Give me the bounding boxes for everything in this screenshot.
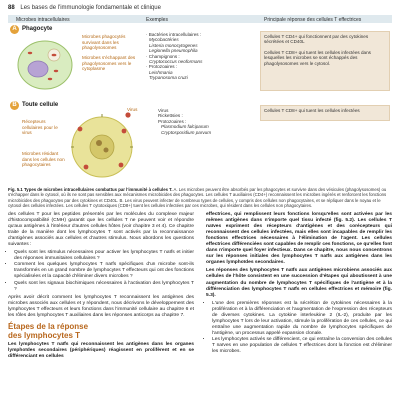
row-b-response-box bbox=[260, 105, 390, 121]
caption-label: Fig. 5.1 Types de microbes intracellulaires combattus par l'immunité à cellules T. bbox=[8, 187, 173, 192]
figure-row-a bbox=[8, 25, 392, 97]
example-item: Mycobactéries bbox=[149, 37, 179, 43]
list-item: • L'une des premières réponses est la sécrétion de cytokines nécessaires à la prolifération et à la différenciation et l'augmentation de l'expression des récepteurs de diverses cytokines. La cytokine interleukine 2 (IL-2), produite par les lymphocytes T lors de leur activation, stimule la prolifération de ces cellules, ce qui entraîne une augmentation rapide du nombre de lymphocytes spécifiques de l'antigène, un processus appelé expansion clonale. bbox=[212, 301, 392, 337]
col-header-microbes: Microbes intracellulaires bbox=[16, 16, 70, 23]
example-item: Plasmodium falciparum bbox=[161, 124, 209, 130]
example-item: Protozoaires : bbox=[158, 118, 187, 124]
example-item: Cryptosporidium parvum bbox=[161, 129, 212, 135]
example-item: Listeria monocytogenes bbox=[149, 42, 198, 48]
list-item: • Les lymphocytes activés se différencient, ce qui entraîne la conversion des cellules T naïves en une population de cellules T effectrices dont la fonction est d'éliminer les microbes. bbox=[212, 337, 392, 355]
example-item: Rickettsies : bbox=[158, 113, 183, 119]
figure-column-headers bbox=[8, 15, 392, 23]
example-item: Virus bbox=[158, 108, 169, 113]
paragraph-bold: Les lymphocytes T naïfs qui reconnaissent les antigènes dans les organes lymphoïdes secondaires (périphériques) réagissent en prolifèrent et en se différenciant en cellules bbox=[8, 341, 194, 359]
text-column-right bbox=[206, 212, 392, 357]
paragraph-bold: Les réponses des lymphocytes T naïfs aux antigènes microbiens associés aux cellules de l'hôte consistent en une succession d'étapes qui aboutissent à une augmentation du nombre de lymphocytes T spécifiques de l'antigène et à la différenciation des lymphocytes T naïfs en cellules effectrices et mémoire (fig. 5.3). bbox=[206, 268, 392, 298]
list-item: • Quels sont les stimulus nécessaires pour activer les lymphocytes T naïfs et initier des réponses immunitaires cellulaires ? bbox=[14, 250, 194, 262]
figure-row-b bbox=[8, 101, 392, 185]
col-header-responses: Principale réponse des cellules T effectrices bbox=[264, 16, 362, 23]
paragraph: Après avoir décrit comment les lymphocytes T reconnaissent les antigènes des microbes associés aux cellules et y répondent, nous décrivons le développement des lymphocytes T effecteurs et leurs fonctions dans l'immunité cellulaire au chapitre 6 et les rôles des lymphocytes T auxiliaires dans les réponses anticorps au chapitre 7. bbox=[8, 294, 194, 318]
example-item: · Bactéries intracellulaires : bbox=[146, 32, 202, 37]
question-list bbox=[8, 250, 194, 292]
row-a-desc-phagolysosome: Microbes phagocytés survivant dans les phagolysosomes bbox=[82, 34, 126, 51]
paragraph bbox=[206, 212, 392, 266]
row-a-response-cd8: Cellules T CD8+ qui tuent les cellules infectées dans lesquelles les microbes se sont échappés des phagolysosomes vers le cytosol. bbox=[264, 49, 371, 66]
label-virus: Virus bbox=[127, 107, 138, 112]
row-a-title: Phagocyte bbox=[22, 26, 53, 32]
section-heading-line: Étapes de la réponse bbox=[8, 321, 89, 331]
row-b-response-cd8: Cellules T CD8+ qui tuent les cellules infectées bbox=[264, 108, 360, 113]
row-b-examples bbox=[158, 108, 254, 135]
page-number: 88 bbox=[8, 5, 15, 11]
figure-caption bbox=[8, 187, 392, 209]
section-heading-line: des lymphocytes T bbox=[8, 330, 81, 340]
label-receptors: Récepteurs cellulaires pour le virus bbox=[22, 119, 58, 136]
example-item: Leishmania bbox=[149, 69, 173, 75]
row-a-examples bbox=[146, 32, 256, 81]
panel-label-a: A bbox=[10, 25, 19, 34]
phagocyte-illustration bbox=[14, 35, 76, 93]
example-item: · Protozoaires : bbox=[146, 64, 178, 70]
row-a-response-cd4: Cellules T CD4+ qui fonctionnent par des cytokines sécrétées et CD40L bbox=[264, 34, 369, 45]
col-header-examples: Exemples bbox=[146, 16, 168, 23]
label-resident-microbes: Microbes résidant dans les cellules non phagocytaires bbox=[22, 151, 65, 168]
example-item: Legionella pneumophila bbox=[149, 48, 198, 54]
caption-text: A. Les microbes peuvent être absorbés par les phagocytes et survivre dans des vésicules (phagolysosomes) ou s'échapper dans le cytosol, où ils ne sont pas sensibles aux mécanismes microbicides des phagocytes. Les cellules T auxiliaires (CD4+) reconnaissent les microbes ingérés et renforcent les fonctions microbicides des phagocytes par des cytokines et CD40L. B. Les virus peuvent infecter de nombreux types de cellules, y compris des cellules non phagocytaires, et se répliquer dans le noyau et le cytosol des cellules infectées. Les cellules T cytotoxiques (CD8+) tuent les cellules infectées par ces microbes, qui résident dans les cellules non phagocytaires. bbox=[8, 187, 387, 209]
list-item: • Comment les quelques lymphocytes T naïfs spécifiques d'un microbe sont-ils transformés en un grand nombre de lymphocytes T effecteurs qui ont des fonctions spécialisées et la capacité d'éliminer divers microbes ? bbox=[14, 262, 194, 280]
infected-cell-illustration bbox=[66, 107, 138, 183]
figure-5-1 bbox=[8, 15, 392, 185]
example-item: Trypanosoma cruzi bbox=[149, 75, 188, 81]
section-heading bbox=[8, 322, 194, 340]
example-item: · Champignons : bbox=[146, 53, 180, 59]
text-column-left bbox=[8, 212, 194, 362]
panel-label-b: B bbox=[10, 101, 19, 110]
paragraph: des cellules T pour les peptides présentés par les molécules du complexe majeur d'histocompatibilité (CMH) garantit que les cellules T ne peuvent voir et répondre qu'aux antigènes à l'intérieur d'autres cellules hôtes (voir chapitre 3 et 4). Ce chapitre traite de la manière dont les lymphocytes T sont activés par la reconnaissance d'antigènes associés aux cellules et d'autres stimulus. Nous abordons les questions suivantes : bbox=[8, 212, 194, 248]
example-item: Cryptococcus neoformans bbox=[149, 59, 203, 65]
row-a-desc-cytoplasm: Microbes s'échappant des phagolysosomes vers le cytoplasme bbox=[82, 55, 136, 72]
page-header bbox=[8, 5, 161, 11]
list-item: • Quels sont les signaux biochimiques nécessaires à l'activation des lymphocytes T ? bbox=[14, 281, 194, 293]
step-list bbox=[206, 301, 392, 355]
row-a-response-box bbox=[260, 31, 390, 91]
paragraph-text: effectrices, qui remplissent leurs fonctions lorsqu'elles sont activées par les mêmes antigènes dans n'importe quel tissu infecté (fig. 5.2). Les cellules T naïves expriment des récepteurs d'antigènes et des corécepteurs qui reconnaissent des cellules infectées, mais elles sont incapables de remplir les fonctions effectrices nécessaires à l'élimination de l'agent. Les cellules effectrices différenciées sont capables de remplir ces fonctions, ce qu'elles font dans n'importe quel foyer infectieux. Dans ce chapitre, nous nous concentrons sur les réponses initiales des lymphocytes T naïfs aux antigènes dans les organes lymphoïdes secondaires. bbox=[206, 212, 392, 266]
row-b-title: Toute cellule bbox=[22, 102, 59, 108]
running-title: Les bases de l'immunologie fondamentale et clinique bbox=[20, 5, 161, 11]
